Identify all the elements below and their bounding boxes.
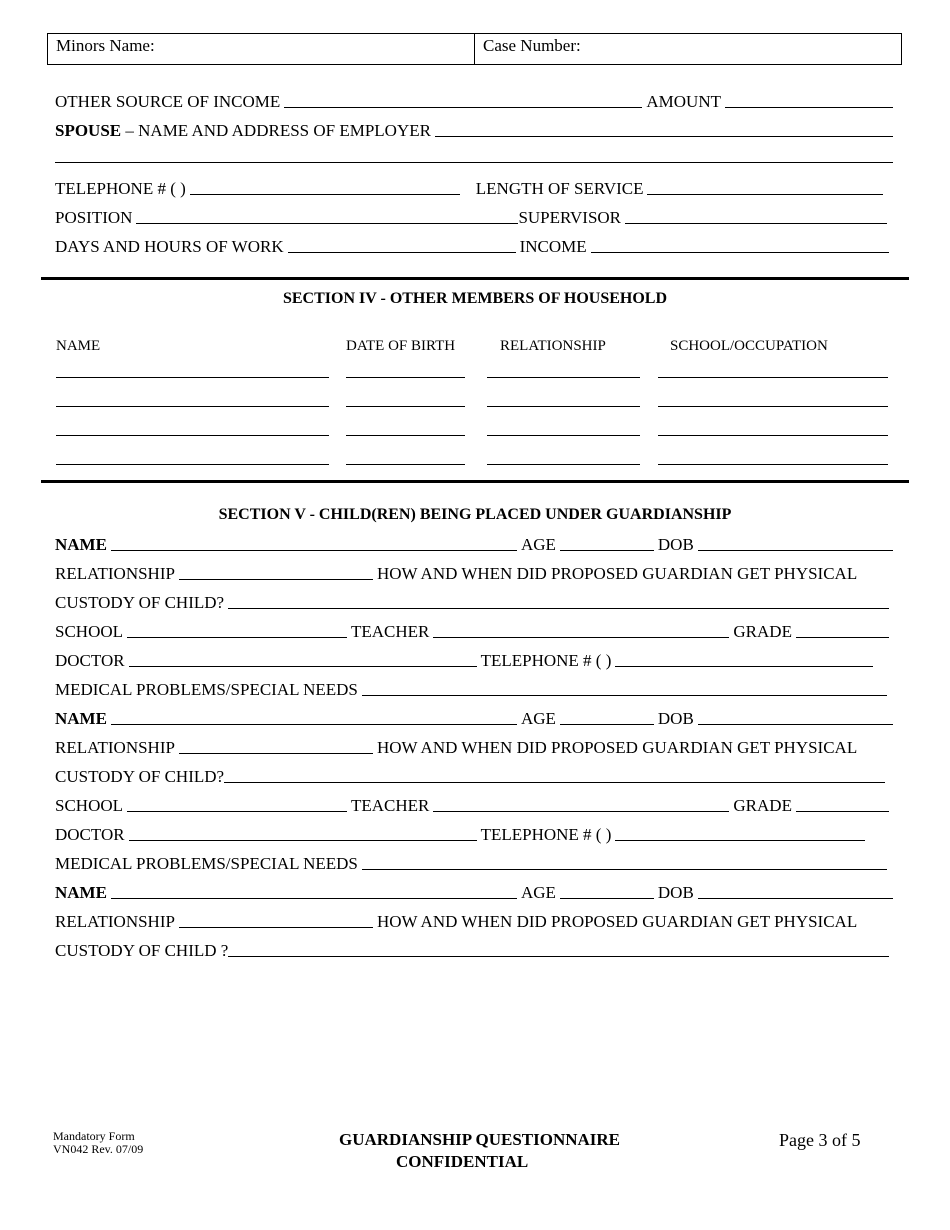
case-number-label: Case Number: [483, 36, 581, 55]
position-row [55, 206, 893, 228]
child-relationship-row [55, 910, 893, 932]
spouse-rest: – NAME AND ADDRESS OF EMPLOYER [125, 121, 431, 140]
length-of-service-blank[interactable] [647, 193, 883, 195]
relationship-blank[interactable] [179, 926, 373, 928]
relationship-label: RELATIONSHIP [55, 738, 175, 757]
household-school-blank[interactable] [658, 406, 888, 407]
medical-row [55, 678, 893, 700]
doctor-telephone-label: TELEPHONE # ( ) [480, 825, 612, 844]
footer-form-info [53, 1130, 143, 1156]
child-name-blank[interactable] [111, 549, 517, 551]
mandatory-form-label: Mandatory Form [53, 1129, 135, 1143]
section-divider [41, 480, 909, 483]
section-divider [41, 277, 909, 280]
custody-blank[interactable] [228, 607, 889, 609]
income-blank[interactable] [591, 251, 889, 253]
days-hours-blank[interactable] [288, 251, 516, 253]
household-relationship-blank[interactable] [487, 377, 640, 378]
other-income-blank[interactable] [284, 106, 642, 108]
age-label: AGE [520, 709, 556, 728]
custody-row [55, 939, 893, 961]
household-dob-blank[interactable] [346, 377, 465, 378]
case-number-field[interactable] [474, 34, 901, 64]
doctor-telephone-blank[interactable] [615, 839, 865, 841]
custody-label: CUSTODY OF CHILD? [55, 767, 225, 786]
days-hours-row [55, 235, 893, 257]
doctor-blank[interactable] [129, 665, 477, 667]
child-name-row [55, 533, 893, 555]
col-name: NAME [56, 338, 101, 354]
household-school-blank[interactable] [658, 435, 888, 436]
supervisor-blank[interactable] [625, 222, 887, 224]
how-when-label: HOW AND WHEN DID PROPOSED GUARDIAN GET PHYSICAL [376, 912, 858, 931]
spouse-label [55, 121, 435, 141]
grade-blank[interactable] [796, 636, 889, 638]
amount-label: AMOUNT [646, 92, 721, 111]
custody-row [55, 591, 893, 613]
doctor-blank[interactable] [129, 839, 477, 841]
household-relationship-blank[interactable] [487, 435, 640, 436]
how-when-label: HOW AND WHEN DID PROPOSED GUARDIAN GET PHYSICAL [376, 564, 858, 583]
school-label: SCHOOL [55, 796, 124, 815]
custody-label: CUSTODY OF CHILD ? [55, 941, 229, 960]
teacher-label: TEACHER [351, 796, 430, 815]
child-name-blank[interactable] [111, 897, 517, 899]
age-blank[interactable] [560, 897, 654, 899]
other-income-row [55, 90, 893, 112]
custody-blank[interactable] [228, 955, 889, 957]
header-box [47, 33, 902, 65]
dob-blank[interactable] [698, 549, 893, 551]
spouse-employer-blank[interactable] [435, 135, 893, 137]
household-relationship-blank[interactable] [487, 464, 640, 465]
age-label: AGE [520, 883, 556, 902]
child-relationship-row [55, 562, 893, 584]
col-school-occupation: SCHOOL/OCCUPATION [670, 338, 828, 354]
household-dob-blank[interactable] [346, 435, 465, 436]
position-label: POSITION [55, 208, 133, 227]
length-of-service-label: LENGTH OF SERVICE [475, 179, 644, 198]
child-name-label: NAME [55, 535, 107, 554]
school-row [55, 620, 893, 642]
doctor-label: DOCTOR [55, 651, 125, 670]
doctor-label: DOCTOR [55, 825, 125, 844]
custody-label: CUSTODY OF CHILD? [55, 593, 225, 612]
child-name-label: NAME [55, 709, 107, 728]
relationship-blank[interactable] [179, 752, 373, 754]
medical-label: MEDICAL PROBLEMS/SPECIAL NEEDS [55, 680, 358, 699]
teacher-blank[interactable] [433, 810, 729, 812]
how-when-label: HOW AND WHEN DID PROPOSED GUARDIAN GET PHYSICAL [376, 738, 858, 757]
dob-blank[interactable] [698, 897, 893, 899]
dob-blank[interactable] [698, 723, 893, 725]
telephone-label: TELEPHONE # ( ) [55, 179, 186, 198]
medical-blank[interactable] [362, 868, 887, 870]
dob-label: DOB [657, 535, 694, 554]
telephone-row [55, 177, 893, 199]
grade-label: GRADE [733, 796, 792, 815]
child-name-row [55, 707, 893, 729]
grade-blank[interactable] [796, 810, 889, 812]
school-label: SCHOOL [55, 622, 124, 641]
medical-label: MEDICAL PROBLEMS/SPECIAL NEEDS [55, 854, 358, 873]
household-school-blank[interactable] [658, 464, 888, 465]
household-name-blank[interactable] [56, 464, 329, 465]
household-school-blank[interactable] [658, 377, 888, 378]
child-relationship-row [55, 736, 893, 758]
spouse-bold: SPOUSE [55, 121, 122, 140]
household-dob-blank[interactable] [346, 464, 465, 465]
medical-blank[interactable] [362, 694, 887, 696]
school-row [55, 794, 893, 816]
age-label: AGE [520, 535, 556, 554]
spouse-employer-row [55, 119, 893, 141]
age-blank[interactable] [560, 549, 654, 551]
child-name-label: NAME [55, 883, 107, 902]
col-date-of-birth: DATE OF BIRTH [346, 338, 456, 354]
doctor-telephone-blank[interactable] [615, 665, 873, 667]
minors-name-label: Minors Name: [56, 36, 155, 55]
form-revision: VN042 Rev. 07/09 [53, 1142, 144, 1156]
doctor-row [55, 823, 893, 845]
doctor-row [55, 649, 893, 671]
household-name-blank[interactable] [56, 406, 329, 407]
position-blank[interactable] [136, 222, 518, 224]
dob-label: DOB [657, 883, 694, 902]
footer-confidential: CONFIDENTIAL [396, 1152, 529, 1171]
spouse-employer-row-2 [55, 145, 893, 167]
doctor-telephone-label: TELEPHONE # ( ) [480, 651, 612, 670]
age-blank[interactable] [560, 723, 654, 725]
days-hours-label: DAYS AND HOURS OF WORK [55, 237, 284, 256]
supervisor-label: SUPERVISOR [518, 208, 622, 227]
household-dob-blank[interactable] [346, 406, 465, 407]
teacher-label: TEACHER [351, 622, 430, 641]
other-income-label: OTHER SOURCE OF INCOME [55, 92, 281, 111]
child-name-blank[interactable] [111, 723, 517, 725]
relationship-label: RELATIONSHIP [55, 912, 175, 931]
minors-name-field[interactable] [48, 34, 474, 64]
amount-blank[interactable] [725, 106, 893, 108]
spouse-employer-blank-2[interactable] [55, 161, 893, 163]
school-blank[interactable] [127, 636, 347, 638]
relationship-label: RELATIONSHIP [55, 564, 175, 583]
telephone-blank[interactable] [190, 193, 460, 195]
dob-label: DOB [657, 709, 694, 728]
col-relationship: RELATIONSHIP [500, 338, 606, 354]
school-blank[interactable] [127, 810, 347, 812]
page-number: Page 3 of 5 [779, 1130, 861, 1150]
grade-label: GRADE [733, 622, 792, 641]
teacher-blank[interactable] [433, 636, 729, 638]
medical-row [55, 852, 893, 874]
custody-row [55, 765, 893, 787]
income-label: INCOME [519, 237, 587, 256]
household-relationship-blank[interactable] [487, 406, 640, 407]
section-5-title: SECTION V - CHILD(REN) BEING PLACED UNDER GUARDIANSHIP [218, 506, 732, 523]
footer-title: GUARDIANSHIP QUESTIONNAIRE [339, 1130, 621, 1149]
household-name-blank[interactable] [56, 435, 329, 436]
relationship-blank[interactable] [179, 578, 373, 580]
section-4-title: SECTION IV - OTHER MEMBERS OF HOUSEHOLD [282, 290, 668, 307]
household-name-blank[interactable] [56, 377, 329, 378]
custody-blank[interactable] [224, 781, 885, 783]
child-name-row [55, 881, 893, 903]
